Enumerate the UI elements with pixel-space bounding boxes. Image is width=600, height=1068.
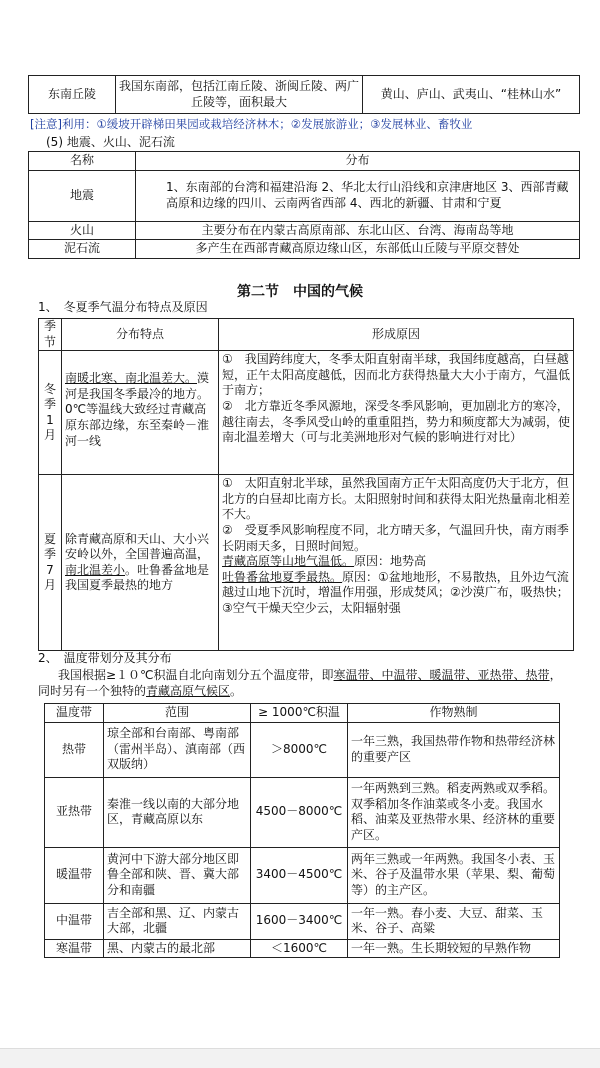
col-name-header: 名称 bbox=[29, 152, 136, 171]
table-row bbox=[39, 475, 574, 651]
summer-feature-highlight: 南北温差小 bbox=[65, 562, 126, 577]
zone-accum: ＞8000℃ bbox=[251, 722, 348, 777]
note-line bbox=[30, 117, 472, 132]
zones-intro-a: 我国根据≥１０℃积温自北向南划分五个温度带，即 bbox=[58, 668, 334, 682]
zone-crop: 一年一熟。春小麦、大豆、甜菜、玉米、谷子、高粱 bbox=[348, 903, 560, 939]
zones-intro-highlight: 寒温带、中温带、暖温带、亚热带、热带 bbox=[333, 668, 550, 682]
table-row bbox=[45, 847, 560, 903]
summer-feature-text-b: 。吐鲁番盆地是我国夏季最热的地方 bbox=[65, 562, 210, 593]
winter-feature bbox=[62, 351, 219, 475]
zones-heading: 2、 温度带划分及其分布 bbox=[38, 651, 172, 665]
winter-reason-2: ② 北方靠近冬季风源地，深受冬季风影响，更加剧北方的寒冷，越往南去，冬季风受山岭的重重阻挡，势力和频度都大为减弱，使南北温差增大（可与北美洲地形对气候的影响进行对比） bbox=[222, 398, 571, 445]
zone-name: 中温带 bbox=[45, 903, 104, 939]
zone-crop: 一年三熟，我国热带作物和热带经济林的重要产区 bbox=[348, 722, 560, 777]
summer-reason-3-highlight: 青藏高原等山地气温低。 bbox=[222, 554, 355, 569]
season-winter: 冬季1月 bbox=[39, 351, 62, 475]
winter-reason bbox=[219, 351, 574, 475]
landform-table bbox=[28, 75, 580, 114]
zone-range: 秦淮一线以南的大部分地区，青藏高原以东 bbox=[104, 777, 251, 847]
table-row bbox=[39, 319, 574, 351]
landform-name: 东南丘陵 bbox=[29, 76, 116, 114]
summer-feature-text-a: 除青藏高原和天山、大小兴安岭以外，全国普遍高温， bbox=[65, 531, 210, 562]
hazard-dist: 1、东南部的台湾和福建沿海 2、华北太行山沿线和京津唐地区 3、西部青藏高原和边缘的四川、云南两省西部 4、西北的新疆、甘肃和宁夏 bbox=[136, 170, 580, 221]
temp-heading: 1、 冬夏季气温分布特点及原因 bbox=[38, 300, 208, 314]
zone-name: 热带 bbox=[45, 722, 104, 777]
hazard-name: 地震 bbox=[29, 170, 136, 221]
summer-reason-4 bbox=[222, 570, 570, 617]
summer-feature bbox=[62, 475, 219, 651]
table-row bbox=[29, 152, 580, 171]
summer-reason-1: ① 太阳直射北半球，虽然我国南方正午太阳高度仍大于北方，但北方的白昼却比南方长。太阳照射时间和获得太阳光热量南北相差不大。 bbox=[222, 476, 571, 522]
col-dist-header: 分布 bbox=[136, 152, 580, 171]
table-row bbox=[45, 903, 560, 939]
summer-reason-4-highlight: 吐鲁番盆地夏季最热。 bbox=[222, 569, 343, 584]
col-feature-header: 分布特点 bbox=[62, 319, 219, 351]
zone-range: 黄河中下游大部分地区即鲁全部和陕、晋、冀大部分和南疆 bbox=[104, 847, 251, 903]
page-footer-strip bbox=[0, 1048, 600, 1068]
table-row bbox=[29, 76, 580, 114]
hazards-table bbox=[28, 151, 580, 259]
col-season-header: 季节 bbox=[39, 319, 62, 351]
temperature-table bbox=[38, 318, 574, 651]
table-row bbox=[45, 704, 560, 723]
note-prefix: [注意] bbox=[30, 117, 62, 131]
zone-crop: 一年两熟到三熟。稻麦两熟或双季稻。双季稻加冬作油菜或冬小麦。我国水稻、油菜及亚热带水果、经济林的重要产区。 bbox=[348, 777, 560, 847]
zone-accum: 1600－3400℃ bbox=[251, 903, 348, 939]
zones-intro-b: ，同时另有一个独特的 bbox=[38, 668, 562, 698]
note-text: 利用：①缓坡开辟梯田果园或栽培经济林木；②发展旅游业；③发展林业、畜牧业 bbox=[61, 117, 473, 131]
winter-feature-text: 漠河是我国冬季最冷的地方。0℃等温线大致经过青藏高原东部边缘，东至秦岭－淮河一线 bbox=[65, 371, 210, 448]
col-reason-header: 形成原因 bbox=[219, 319, 574, 351]
hazard-name: 泥石流 bbox=[29, 240, 136, 259]
hazard-name: 火山 bbox=[29, 221, 136, 240]
zone-range: 黑、内蒙古的最北部 bbox=[104, 939, 251, 958]
section-title: 第二节 中国的气候 bbox=[237, 284, 363, 300]
zone-range: 吉全部和黑、辽、内蒙古大部，北疆 bbox=[104, 903, 251, 939]
zone-crop: 一年一熟。生长期较短的早熟作物 bbox=[348, 939, 560, 958]
zone-range: 琼全部和台南部、粤南部（雷州半岛）、滇南部（西双版纳） bbox=[104, 722, 251, 777]
zone-accum: ＜1600℃ bbox=[251, 939, 348, 958]
zone-name: 暖温带 bbox=[45, 847, 104, 903]
summer-reason-3 bbox=[222, 554, 570, 570]
hazard-dist: 主要分布在内蒙古高原南部、东北山区、台湾、海南岛等地 bbox=[136, 221, 580, 240]
zone-crop: 两年三熟或一年两熟。我国冬小表、玉米、谷子及温带水果（苹果、梨、葡萄等）的主产区。 bbox=[348, 847, 560, 903]
table-row bbox=[45, 722, 560, 777]
season-summer: 夏季7月 bbox=[39, 475, 62, 651]
landform-examples: 黄山、庐山、武夷山、“桂林山水” bbox=[363, 76, 580, 114]
col-accum-header: ≥ 1000℃积温 bbox=[251, 704, 348, 723]
col-zone-header: 温度带 bbox=[45, 704, 104, 723]
summer-reason-2: ② 受夏季风影响程度不同，北方晴天多，气温回升快，南方雨季长阴雨天多，日照时间短。 bbox=[222, 522, 569, 553]
table-row bbox=[29, 240, 580, 259]
winter-reason-1: ① 我国跨纬度大，冬季太阳直射南半球，我国纬度越高，白昼越短，正午太阳高度越低，因而北方获得热量大大小于南方，气温低于南方； bbox=[222, 352, 571, 398]
zone-name: 寒温带 bbox=[45, 939, 104, 958]
zone-accum: 4500－8000℃ bbox=[251, 777, 348, 847]
table-row bbox=[45, 939, 560, 958]
table-row bbox=[45, 777, 560, 847]
zones-intro bbox=[38, 668, 568, 699]
col-range-header: 范围 bbox=[104, 704, 251, 723]
hazard-dist: 多产生在西部青藏高原边缘山区，东部低山丘陵与平原交替处 bbox=[136, 240, 580, 259]
summer-reason bbox=[219, 475, 574, 651]
col-crop-header: 作物熟制 bbox=[348, 704, 560, 723]
table-row bbox=[39, 351, 574, 475]
zones-intro-highlight-2: 青藏高原气候区 bbox=[146, 683, 231, 698]
zones-intro-c: 。 bbox=[230, 683, 243, 698]
zone-accum: 3400－4500℃ bbox=[251, 847, 348, 903]
winter-feature-highlight: 南暖北寒、南北温差大。 bbox=[65, 371, 198, 386]
zone-name: 亚热带 bbox=[45, 777, 104, 847]
hazards-heading: (5) 地震、火山、泥石流 bbox=[46, 135, 175, 149]
landform-desc: 我国东南部，包括江南丘陵、浙闽丘陵、两广丘陵等，面积最大 bbox=[116, 76, 363, 114]
summer-reason-3-text: 原因：地势高 bbox=[354, 554, 427, 569]
summer-reason-4-text: 原因：①盆地地形，不易散热，且外边气流越过山地下沉时，增温作用强，形成焚风；②沙漠广布，吸热快；③空气干燥天空少云，太阳辐射强 bbox=[222, 569, 569, 615]
table-row bbox=[29, 221, 580, 240]
zones-table bbox=[44, 703, 560, 958]
table-row bbox=[29, 170, 580, 221]
